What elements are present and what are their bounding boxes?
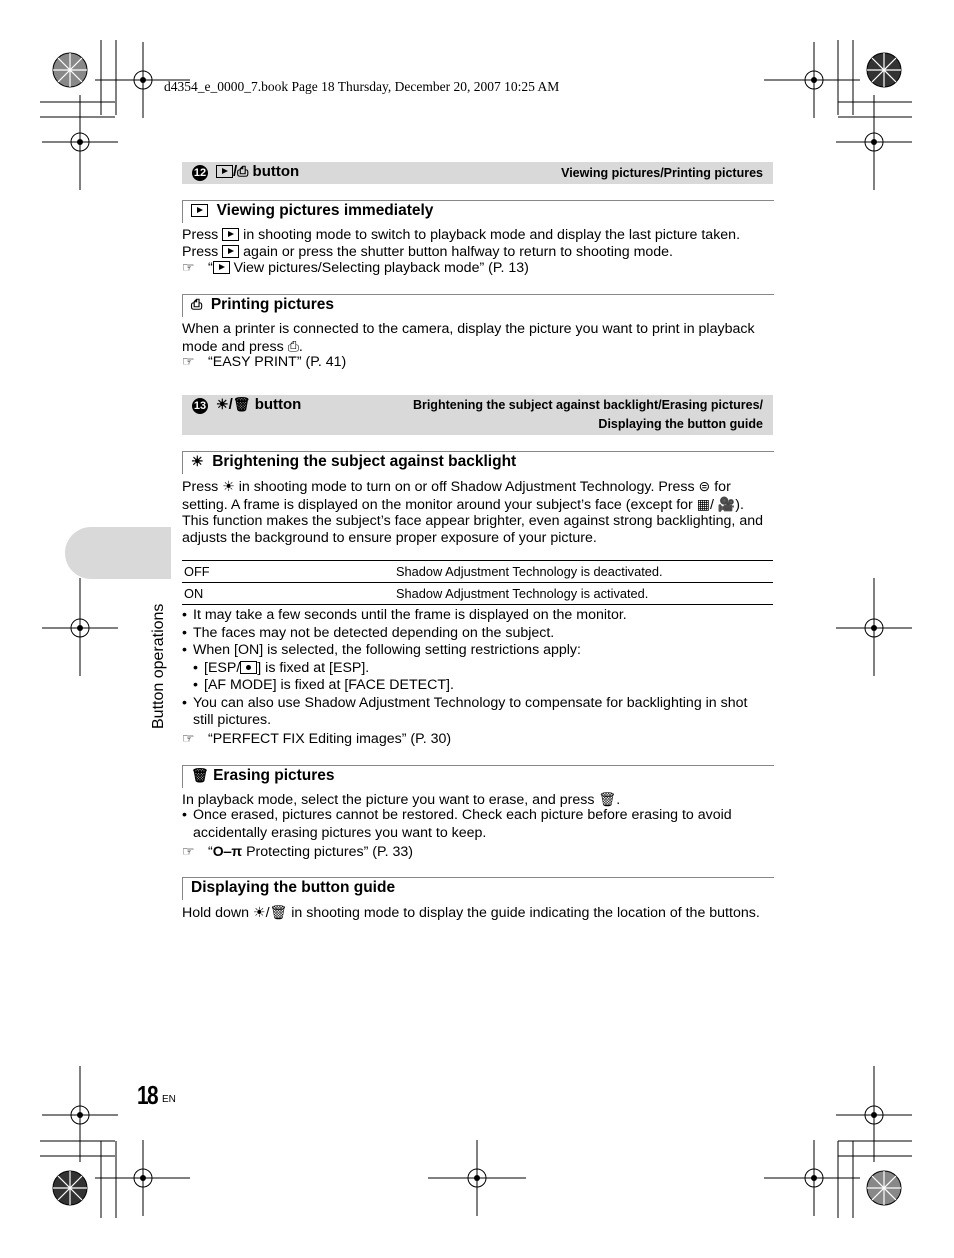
table-row: OFF Shadow Adjustment Technology is deactivated. — [182, 561, 773, 583]
erasing-paragraph: In playback mode, select the picture you want to erase, and press 🗑. — [182, 791, 621, 808]
list-item: • [AF MODE] is fixed at [FACE DETECT]. — [193, 677, 454, 693]
pointing-hand-icon: ☞ — [182, 260, 195, 276]
subheading-text: Displaying the button guide — [191, 879, 396, 896]
subheading-text: Brightening the subject against backlight — [212, 453, 517, 470]
subheading-text: Erasing pictures — [213, 767, 335, 784]
subheading-text: Printing pictures — [210, 296, 334, 313]
reference-perfect-fix: ☞ “PERFECT FIX Editing images” (P. 30) — [182, 731, 452, 747]
subheading-backlight — [182, 451, 774, 474]
reference-viewing: ☞ “ View pictures/Selecting playback mode” (P. 13) — [182, 260, 529, 276]
subheading-viewing — [182, 200, 774, 223]
section-12-bar — [182, 162, 773, 184]
backlight-icon: ☀ — [253, 904, 266, 920]
func-ok-icon: ⊜ — [698, 478, 711, 494]
language-label: EN — [162, 1094, 176, 1105]
section-title-text: button — [254, 396, 302, 413]
section-title: /⎙ button — [216, 163, 299, 180]
spot-metering-icon — [240, 661, 257, 674]
reference-printing: ☞ “EASY PRINT” (P. 41) — [182, 354, 347, 370]
erasing-notes: • Once erased, pictures cannot be restored. Check each picture before erasing to avoid accidentally erasing pictures you want to keep. — [182, 807, 732, 841]
backlight-icon: ☀ — [216, 396, 229, 412]
printing-paragraph: When a printer is connected to the camera, display the picture you want to print in playback mode and press ⎙. — [182, 321, 755, 355]
subheading-text: Viewing pictures immediately — [216, 202, 434, 219]
backlight-notes: • It may take a few seconds until the frame is displayed on the monitor. • The faces may not be detected depending on the subject. • When [ON] is selected, the following setting restrictions apply: • [ESP/ ] is fixed at [ESP]. • [AF MODE] is fixed at [FACE DETECT]. • You can also use Shadow Adjustment Technology to compensate for backlighting in shot still pictures. — [182, 607, 748, 728]
side-chapter-label: Button operations — [150, 603, 167, 729]
print-icon: ⎙ — [287, 337, 299, 354]
section-number: 12 — [193, 167, 207, 179]
subheading-erasing — [182, 765, 774, 788]
section-13-bar — [182, 395, 773, 435]
pointing-hand-icon: ☞ — [182, 731, 195, 747]
playback-icon — [222, 228, 239, 241]
playback-icon — [222, 245, 239, 258]
pointing-hand-icon: ☞ — [182, 844, 195, 860]
page-number: 18 — [137, 1080, 157, 1110]
guide-paragraph: Hold down ☀/🗑 in shooting mode to display the guide indicating the location of the buttons. — [182, 904, 760, 921]
backlight-icon: ☀ — [222, 478, 235, 494]
trash-icon: 🗑 — [191, 767, 209, 783]
playback-icon — [216, 165, 233, 178]
movie-icon: 🎥 — [717, 495, 736, 512]
section-title-text: button — [252, 163, 300, 180]
chapter-tab — [65, 527, 171, 579]
print-icon: ⎙ — [191, 296, 203, 312]
section-subtitle-2: Displaying the button guide — [598, 417, 763, 431]
backlight-paragraph: Press ☀ in shooting mode to turn on or off Shadow Adjustment Technology. Press ⊜ for setting. A frame is displayed on the monitor around your subject’s face (except for ▦/ 🎥). This function makes the subject’s face appear brighter, even against strong backlighting, and adjusts the background to ensure proper exposure of your picture. — [182, 478, 763, 546]
trash-icon: 🗑 — [598, 791, 617, 807]
list-item: • [ESP/ ] is fixed at [ESP]. — [193, 659, 370, 676]
viewing-paragraph: Press in shooting mode to switch to playback mode and display the last picture taken. Press again or press the shutter button halfway to return to shooting mode. — [182, 227, 741, 260]
print-icon: ⎙ — [237, 163, 249, 179]
section-number: 13 — [193, 400, 207, 412]
subheading-guide — [182, 877, 774, 900]
scene-icon: ▦ — [696, 495, 710, 512]
book-header: d4354_e_0000_7.book Page 18 Thursday, December 20, 2007 10:25 AM — [164, 79, 560, 94]
list-item: • Once erased, pictures cannot be restored. Check each picture before erasing to avoid — [182, 807, 732, 823]
list-item: • It may take a few seconds until the frame is displayed on the monitor. — [182, 607, 627, 623]
section-subtitle: Viewing pictures/Printing pictures — [561, 166, 763, 180]
settings-table — [182, 560, 773, 605]
trash-icon: 🗑 — [269, 904, 288, 920]
playback-icon — [191, 204, 208, 217]
playback-icon — [213, 261, 230, 274]
protect-key-icon: O‒π — [212, 843, 243, 859]
table-row: ON Shadow Adjustment Technology is activated. — [182, 583, 773, 605]
section-subtitle-1: Brightening the subject against backlight/Erasing pictures/ — [412, 398, 763, 412]
backlight-icon: ☀ — [191, 453, 204, 469]
section-title: ☀/🗑 button — [216, 396, 302, 413]
reference-protect: ☞ “O‒π Protecting pictures” (P. 33) — [182, 843, 413, 860]
trash-icon: 🗑 — [232, 396, 251, 412]
pointing-hand-icon: ☞ — [182, 354, 195, 370]
list-item: • You can also use Shadow Adjustment Technology to compensate for backlighting in shot — [182, 694, 748, 711]
list-item: • The faces may not be detected depending on the subject. — [182, 624, 555, 641]
subheading-printing — [182, 294, 774, 317]
list-item: • When [ON] is selected, the following setting restrictions apply: — [182, 642, 581, 658]
